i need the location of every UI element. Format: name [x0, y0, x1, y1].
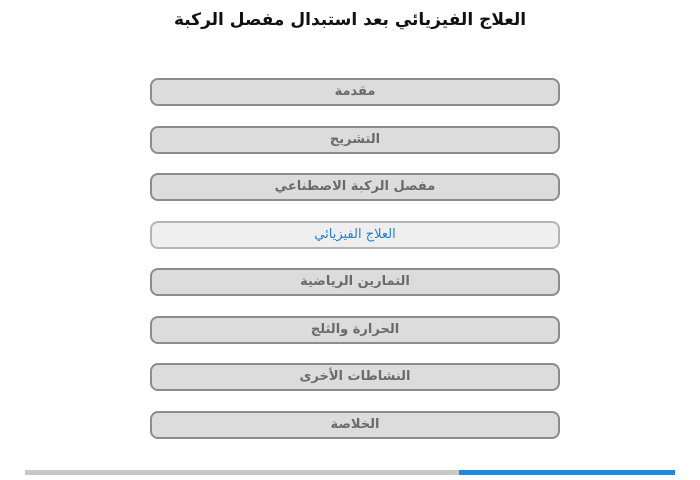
page-title: العلاج الفيزيائي بعد استبدال مفصل الركبة — [173, 10, 527, 30]
menu-item-introduction[interactable]: مقدمة — [150, 78, 560, 106]
progress-bar-fill — [459, 470, 675, 475]
menu-item-anatomy[interactable]: التشريح — [150, 126, 560, 154]
progress-bar — [25, 470, 675, 475]
menu-item-other-activities[interactable]: النشاطات الأخرى — [150, 363, 560, 391]
menu-item-artificial-knee-joint[interactable]: مفصل الركبة الاصطناعي — [150, 173, 560, 201]
menu-item-exercises[interactable]: التمارين الرياضية — [150, 268, 560, 296]
topic-menu — [150, 78, 560, 458]
menu-item-physical-therapy[interactable]: العلاج الفيزيائي — [150, 221, 560, 249]
menu-item-heat-and-ice[interactable]: الحرارة والثلج — [150, 316, 560, 344]
menu-item-summary[interactable]: الخلاصة — [150, 411, 560, 439]
